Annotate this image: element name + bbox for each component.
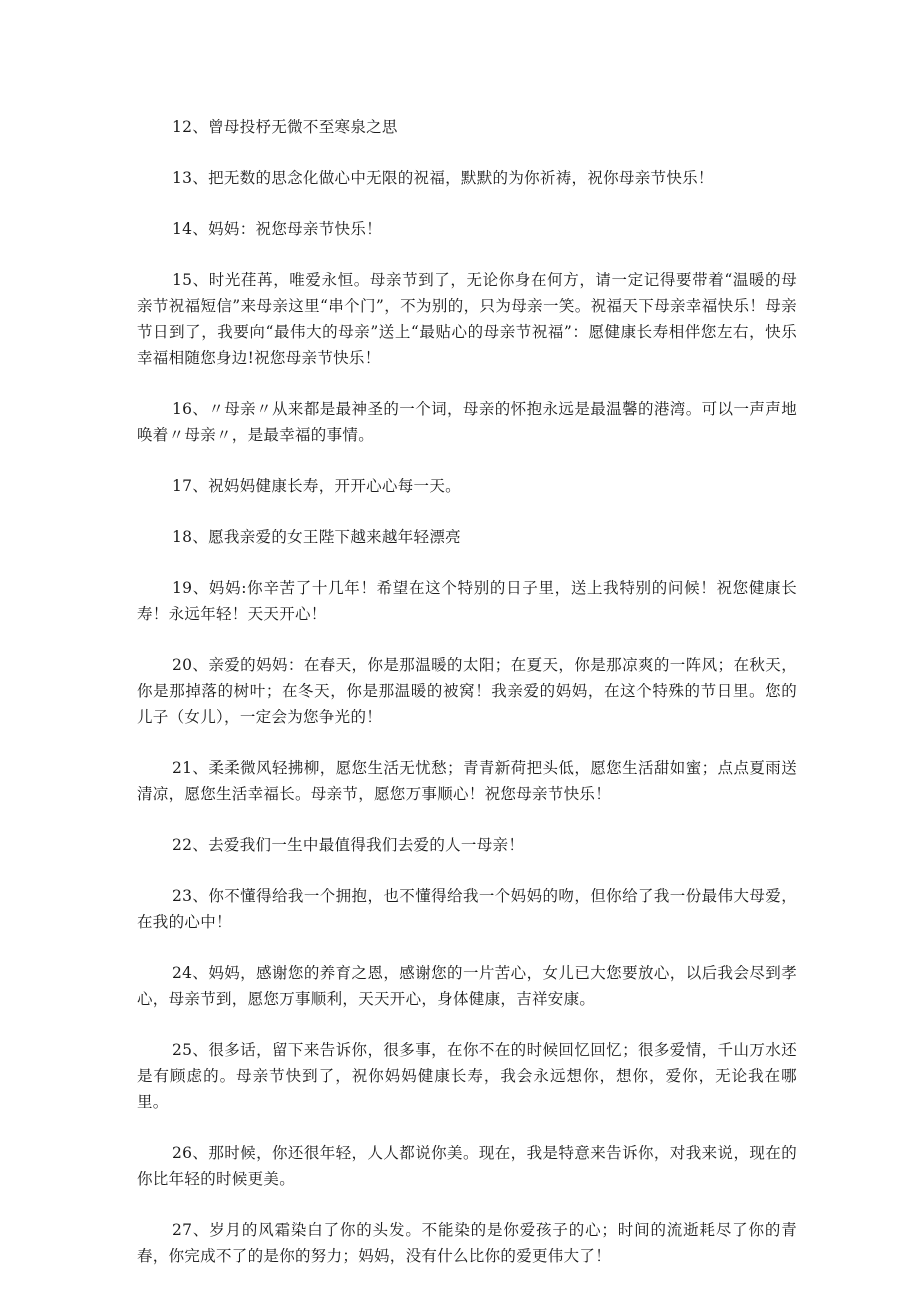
paragraph-14: 14、妈妈：祝您母亲节快乐！	[172, 220, 382, 238]
paragraph-21: 21、柔柔微风轻拂柳，愿您生活无忧愁；青青新荷把头低，愿您生活甜如蜜；点点夏雨送清凉，愿您生活幸福长。母亲节，愿您万事顺心！祝您母亲节快乐！	[137, 759, 797, 803]
paragraph-15: 15、时光荏苒，唯爱永恒。母亲节到了，无论你身在何方，请一定记得要带着“温暖的母亲节祝福短信”来母亲这里“串个门”，不为别的，只为母亲一笑。祝福天下母亲幸福快乐！母亲节日到了，我要向“最伟大的母亲”送上“最贴心的母亲节祝福”：愿健康长寿相伴您左右，快乐幸福相随您身边!祝您母亲节快乐！	[137, 271, 797, 367]
paragraph-24: 24、妈妈，感谢您的养育之恩，感谢您的一片苦心，女儿已大您要放心，以后我会尽到孝心，母亲节到，愿您万事顺利，天天开心，身体健康，吉祥安康。	[137, 964, 797, 1008]
paragraph-20: 20、亲爱的妈妈：在春天，你是那温暖的太阳；在夏天，你是那凉爽的一阵风；在秋天，你是那掉落的树叶；在冬天，你是那温暖的被窝！我亲爱的妈妈，在这个特殊的节日里。您的儿子（女儿），一定会为您争光的！	[137, 656, 797, 726]
paragraph-22: 22、去爱我们一生中最值得我们去爱的人一母亲！	[172, 836, 525, 854]
paragraph-25: 25、很多话，留下来告诉你，很多事，在你不在的时候回忆回忆；很多爱情，千山万水还是有顾虑的。母亲节快到了，祝你妈妈健康长寿，我会永远想你，想你，爱你，无论我在哪里。	[137, 1041, 797, 1111]
paragraph-26: 26、那时候，你还很年轻，人人都说你美。现在，我是特意来告诉你，对我来说，现在的你比年轻的时候更美。	[137, 1144, 797, 1188]
paragraph-13: 13、把无数的思念化做心中无限的祝福，默默的为你祈祷，祝你母亲节快乐！	[172, 169, 714, 187]
paragraph-18: 18、愿我亲爱的女王陛下越来越年轻漂亮	[172, 528, 461, 546]
paragraph-19: 19、妈妈:你辛苦了十几年！希望在这个特别的日子里，送上我特别的问候！祝您健康长寿！永远年轻！天天开心！	[137, 579, 797, 623]
paragraph-12: 12、曾母投杼无微不至寒泉之思	[172, 118, 398, 136]
paragraph-17: 17、祝妈妈健康长寿，开开心心每一天。	[172, 477, 461, 495]
paragraph-16: 16、〃母亲〃从来都是最神圣的一个词，母亲的怀抱永远是最温馨的港湾。可以一声声地唤着〃母亲〃，是最幸福的事情。	[137, 400, 797, 444]
document-body	[137, 114, 797, 1294]
paragraph-23: 23、你不懂得给我一个拥抱，也不懂得给我一个妈妈的吻，但你给了我一份最伟大母爱，在我的心中！	[137, 887, 797, 931]
paragraph-27: 27、岁月的风霜染白了你的头发。不能染的是你爱孩子的心；时间的流逝耗尽了你的青春，你完成不了的是你的努力；妈妈，没有什么比你的爱更伟大了！	[137, 1221, 797, 1265]
